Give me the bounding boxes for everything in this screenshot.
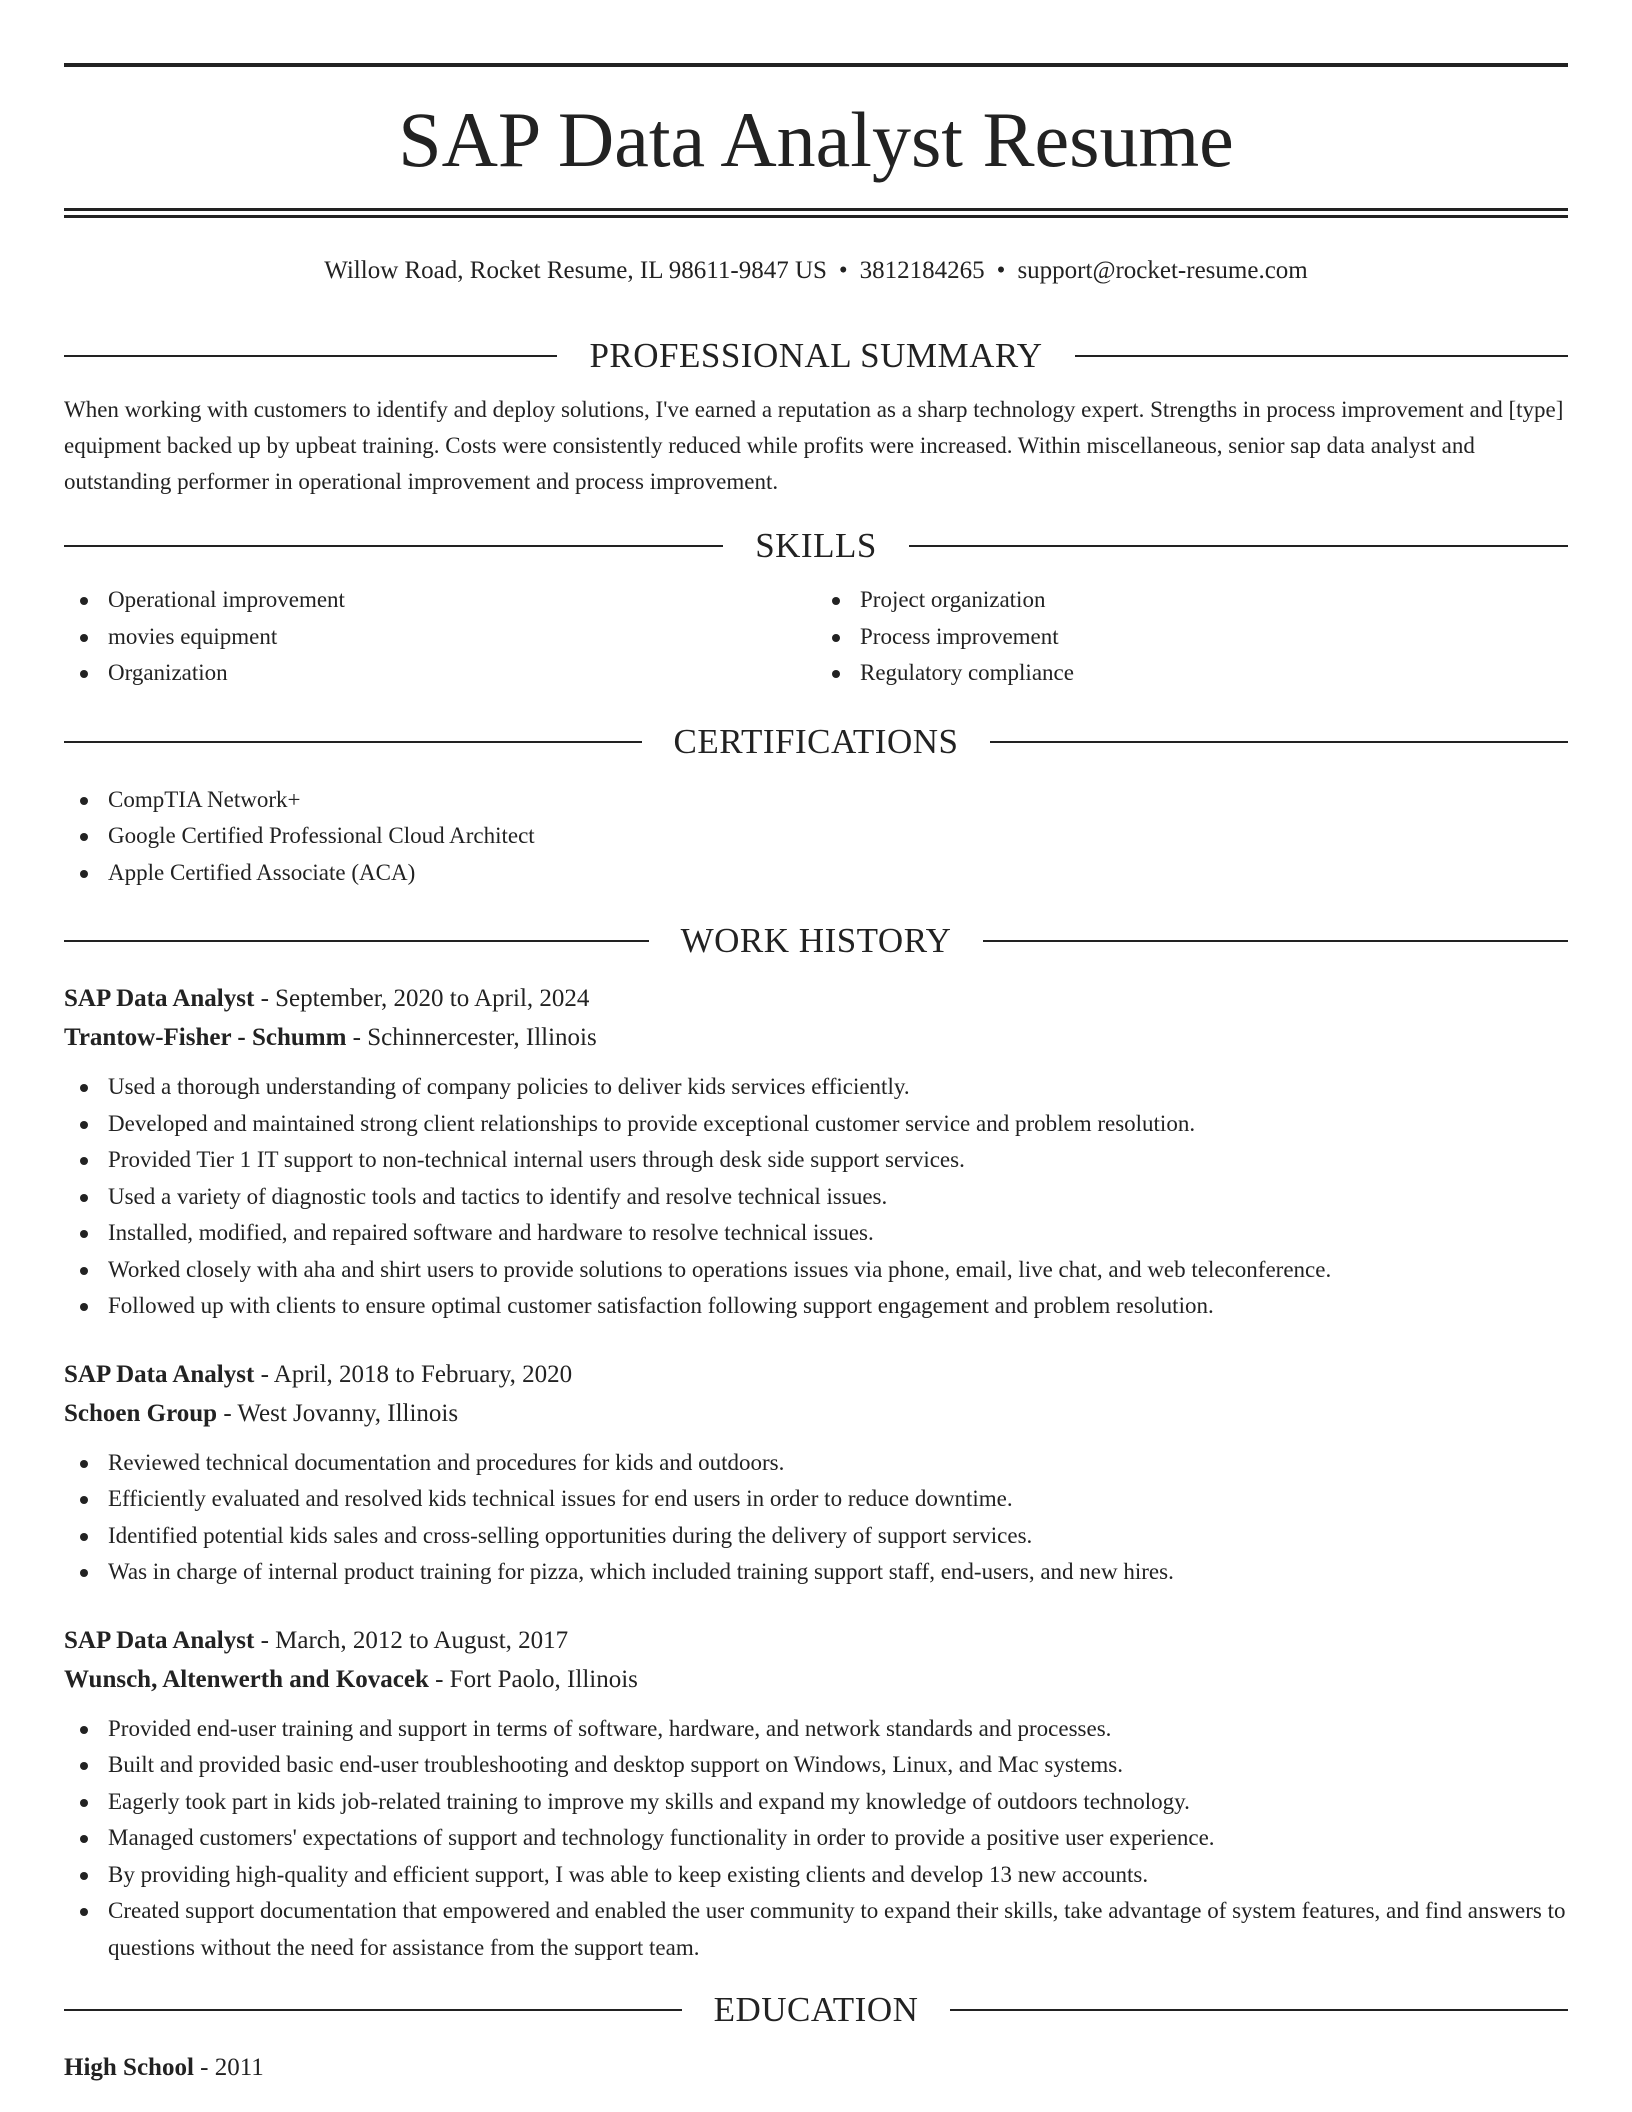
work-history-list	[64, 979, 1568, 1966]
job-role: SAP Data Analyst	[64, 985, 255, 1012]
skills-column-right	[816, 582, 1568, 692]
job-entry	[64, 1621, 1568, 1967]
section-title: WORK HISTORY	[680, 921, 952, 960]
skills-column-left	[64, 582, 816, 692]
job-bullets	[64, 1069, 1568, 1325]
section-title: PROFESSIONAL SUMMARY	[589, 336, 1043, 375]
skill-item: movies equipment	[64, 619, 816, 656]
job-bullet: Reviewed technical documentation and procedures for kids and outdoors.	[64, 1445, 1568, 1482]
skill-item: Organization	[64, 655, 816, 692]
job-bullet: Managed customers' expectations of support and technology functionality in order to provide a positive user experience.	[64, 1820, 1568, 1857]
job-bullet: By providing high-quality and efficient support, I was able to keep existing clients and develop 13 new accounts.	[64, 1857, 1568, 1894]
education-entry	[64, 2048, 1568, 2087]
skills-list	[64, 582, 1568, 692]
job-dates: - April, 2018 to February, 2020	[254, 1360, 573, 1388]
page-title: SAP Data Analyst Resume	[398, 96, 1234, 183]
education-year: - 2011	[193, 2054, 264, 2081]
title-double-rule	[64, 208, 1568, 218]
job-bullet: Used a thorough understanding of company policies to deliver kids services efficiently.	[64, 1069, 1568, 1106]
job-bullet: Installed, modified, and repaired software and hardware to resolve technical issues.	[64, 1215, 1568, 1252]
section-heading-certifications	[64, 716, 1568, 768]
job-bullet: Created support documentation that empowered and enabled the user community to expand their skills, take advantage of system features, and find answers to questions without the need for assistance from the support team.	[64, 1893, 1568, 1966]
certification-item: Apple Certified Associate (ACA)	[64, 855, 1568, 892]
job-bullet: Provided end-user training and support in terms of software, hardware, and network standards and processes.	[64, 1711, 1568, 1748]
contact-address: Willow Road, Rocket Resume, IL 98611-9847 US	[324, 257, 827, 284]
heading-rule	[983, 940, 1568, 942]
resume-content	[64, 330, 1568, 2087]
skill-item: Operational improvement	[64, 582, 816, 619]
skill-item: Process improvement	[816, 619, 1568, 656]
contact-separator: •	[838, 257, 848, 284]
certifications-list	[64, 782, 1568, 892]
certification-item: CompTIA Network+	[64, 782, 1568, 819]
job-entry	[64, 1355, 1568, 1591]
heading-rule	[64, 2009, 682, 2011]
heading-rule	[64, 355, 557, 357]
job-entry	[64, 979, 1568, 1325]
job-bullet: Eagerly took part in kids job-related training to improve my skills and expand my knowledge of outdoors technology.	[64, 1784, 1568, 1821]
heading-rule	[64, 545, 723, 547]
heading-rule	[1075, 355, 1568, 357]
job-bullet: Followed up with clients to ensure optimal customer satisfaction following support engagement and problem resolution.	[64, 1288, 1568, 1325]
heading-rule	[990, 741, 1568, 743]
job-company-line	[64, 1394, 1568, 1433]
contact-phone: 3812184265	[859, 257, 985, 284]
education-degree: High School	[64, 2054, 194, 2081]
job-bullet: Provided Tier 1 IT support to non-technical internal users through desk side support services.	[64, 1142, 1568, 1179]
contact-line	[64, 254, 1568, 288]
section-heading-work-history	[64, 915, 1568, 967]
section-heading-summary	[64, 330, 1568, 382]
heading-rule	[64, 741, 642, 743]
heading-rule	[64, 940, 649, 942]
job-bullet: Was in charge of internal product training for pizza, which included training support staff, end-users, and new hires.	[64, 1554, 1568, 1591]
heading-rule	[909, 545, 1568, 547]
job-bullets	[64, 1711, 1568, 1967]
job-dates: - March, 2012 to August, 2017	[254, 1626, 569, 1654]
top-rule	[64, 63, 1568, 67]
job-role: SAP Data Analyst	[64, 1626, 255, 1654]
job-role: SAP Data Analyst	[64, 1360, 255, 1388]
job-location: - West Jovanny, Illinois	[217, 1399, 459, 1427]
job-title-line	[64, 1621, 1568, 1660]
job-bullet: Worked closely with aha and shirt users to provide solutions to operations issues via phone, email, live chat, and web teleconference.	[64, 1252, 1568, 1289]
job-company: Trantow-Fisher - Schumm	[64, 1024, 347, 1051]
contact-email: support@rocket-resume.com	[1017, 257, 1308, 284]
job-bullet: Built and provided basic end-user troubleshooting and desktop support on Windows, Linux, and Mac systems.	[64, 1747, 1568, 1784]
contact-separator: •	[996, 257, 1006, 284]
job-title-line	[64, 979, 1568, 1018]
job-bullet: Used a variety of diagnostic tools and tactics to identify and resolve technical issues.	[64, 1179, 1568, 1216]
section-title: SKILLS	[755, 526, 877, 565]
skill-item: Regulatory compliance	[816, 655, 1568, 692]
skill-item: Project organization	[816, 582, 1568, 619]
job-company-line	[64, 1660, 1568, 1699]
job-location: - Schinnercester, Illinois	[346, 1024, 597, 1051]
job-company: Wunsch, Altenwerth and Kovacek	[64, 1665, 429, 1693]
job-location: - Fort Paolo, Illinois	[428, 1665, 638, 1693]
job-bullets	[64, 1445, 1568, 1591]
heading-rule	[950, 2009, 1568, 2011]
summary-text: When working with customers to identify and deploy solutions, I've earned a reputation as a sharp technology expert. Strengths in process improvement and [type] equipment backed up by upbeat training. Costs were consistently reduced while profits were increased. Within miscellaneous, senior sap data analyst and outstanding performer in operational improvement and process improvement.	[64, 397, 1564, 494]
job-bullet: Developed and maintained strong client relationships to provide exceptional customer service and problem resolution.	[64, 1106, 1568, 1143]
section-heading-education	[64, 1984, 1568, 2036]
job-bullet: Efficiently evaluated and resolved kids technical issues for end users in order to reduce downtime.	[64, 1481, 1568, 1518]
section-title: EDUCATION	[713, 1990, 919, 2029]
job-title-line	[64, 1355, 1568, 1394]
job-company-line	[64, 1018, 1568, 1057]
job-dates: - September, 2020 to April, 2024	[254, 985, 590, 1012]
section-title: CERTIFICATIONS	[673, 721, 959, 761]
section-heading-skills	[64, 520, 1568, 572]
certification-item: Google Certified Professional Cloud Architect	[64, 818, 1568, 855]
job-company: Schoen Group	[64, 1399, 218, 1427]
job-bullet: Identified potential kids sales and cross-selling opportunities during the delivery of support services.	[64, 1518, 1568, 1555]
